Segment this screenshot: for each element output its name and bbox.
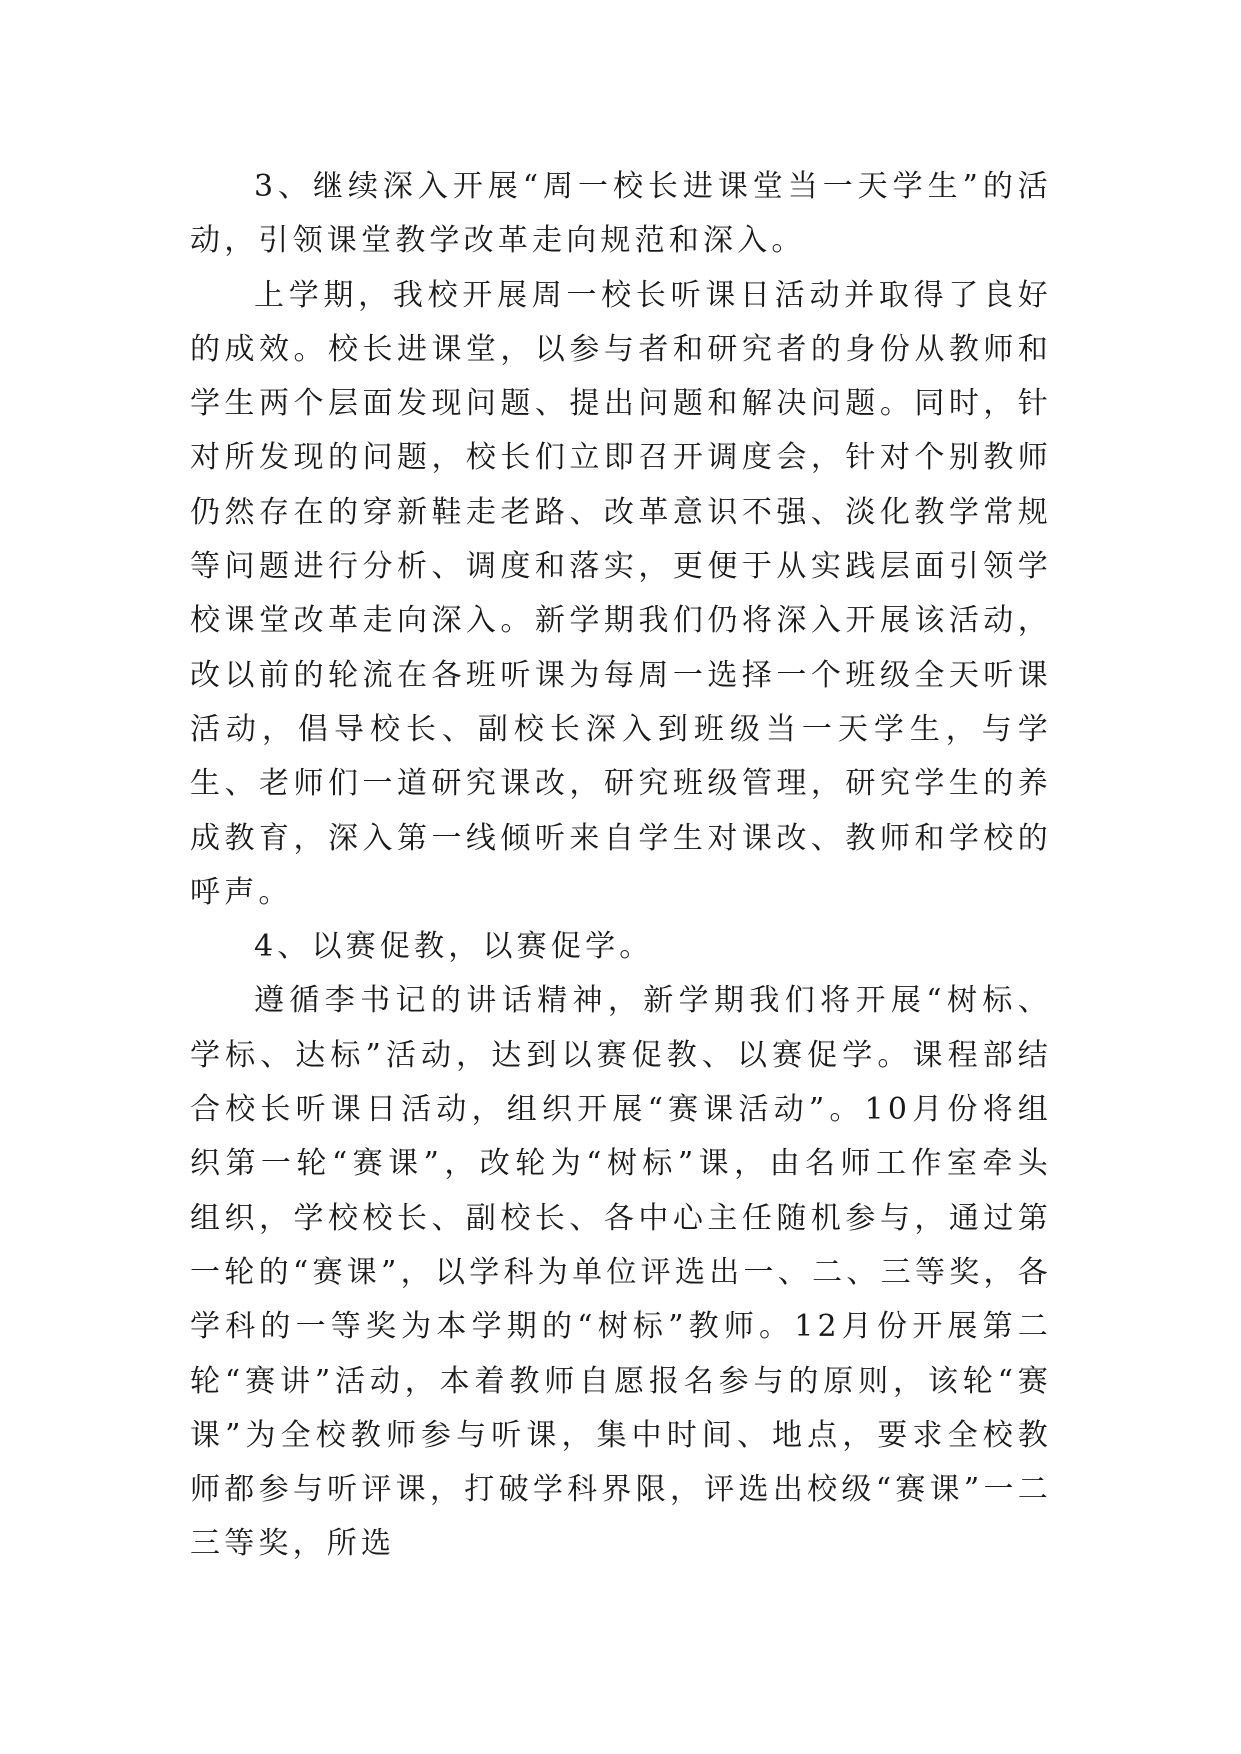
paragraph-item-4-heading: 4、以赛促教，以赛促学。 — [254, 929, 654, 965]
document-body — [190, 160, 1052, 1572]
paragraph-item-3-heading: 3、继续深入开展“周一校长进课堂当一天学生”的活动，引领课堂教学改革走向规范和深入。 — [190, 169, 1052, 259]
paragraph-principal-listening-day: 上学期，我校开展周一校长听课日活动并取得了良好的成效。校长进课堂，以参与者和研究者的身份从教师和学生两个层面发现问题、提出问题和解决问题。同时，针对所发现的问题，校长们立即召开调度会，针对个别教师仍然存在的穿新鞋走老路、改革意识不强、淡化教学常规等问题进行分析、调度和落实，更便于从实践层面引领学校课堂改革走向深入。新学期我们仍将深入开展该活动，改以前的轮流在各班听课为每周一选择一个班级全天听课活动，倡导校长、副校长深入到班级当一天学生，与学生、老师们一道研究课改，研究班级管理，研究学生的养成教育，深入第一线倾听来自学生对课改、教师和学校的呼声。 — [190, 277, 1052, 910]
paragraph-competition-activities: 遵循李书记的讲话精神，新学期我们将开展“树标、学标、达标”活动，达到以赛促教、以赛促学。课程部结合校长听课日活动，组织开展“赛课活动”。10月份将组织第一轮“赛课”，改轮为“树标”课，由名师工作室牵头组织，学校校长、副校长、各中心主任随机参与，通过第一轮的“赛课”，以学科为单位评选出一、二、三等奖，各学科的一等奖为本学期的“树标”教师。12月份开展第二轮“赛讲”活动，本着教师自愿报名参与的原则，该轮“赛课”为全校教师参与听课，集中时间、地点，要求全校教师都参与听评课，打破学科界限，评选出校级“赛课”一二三等奖，所选 — [190, 983, 1052, 1562]
